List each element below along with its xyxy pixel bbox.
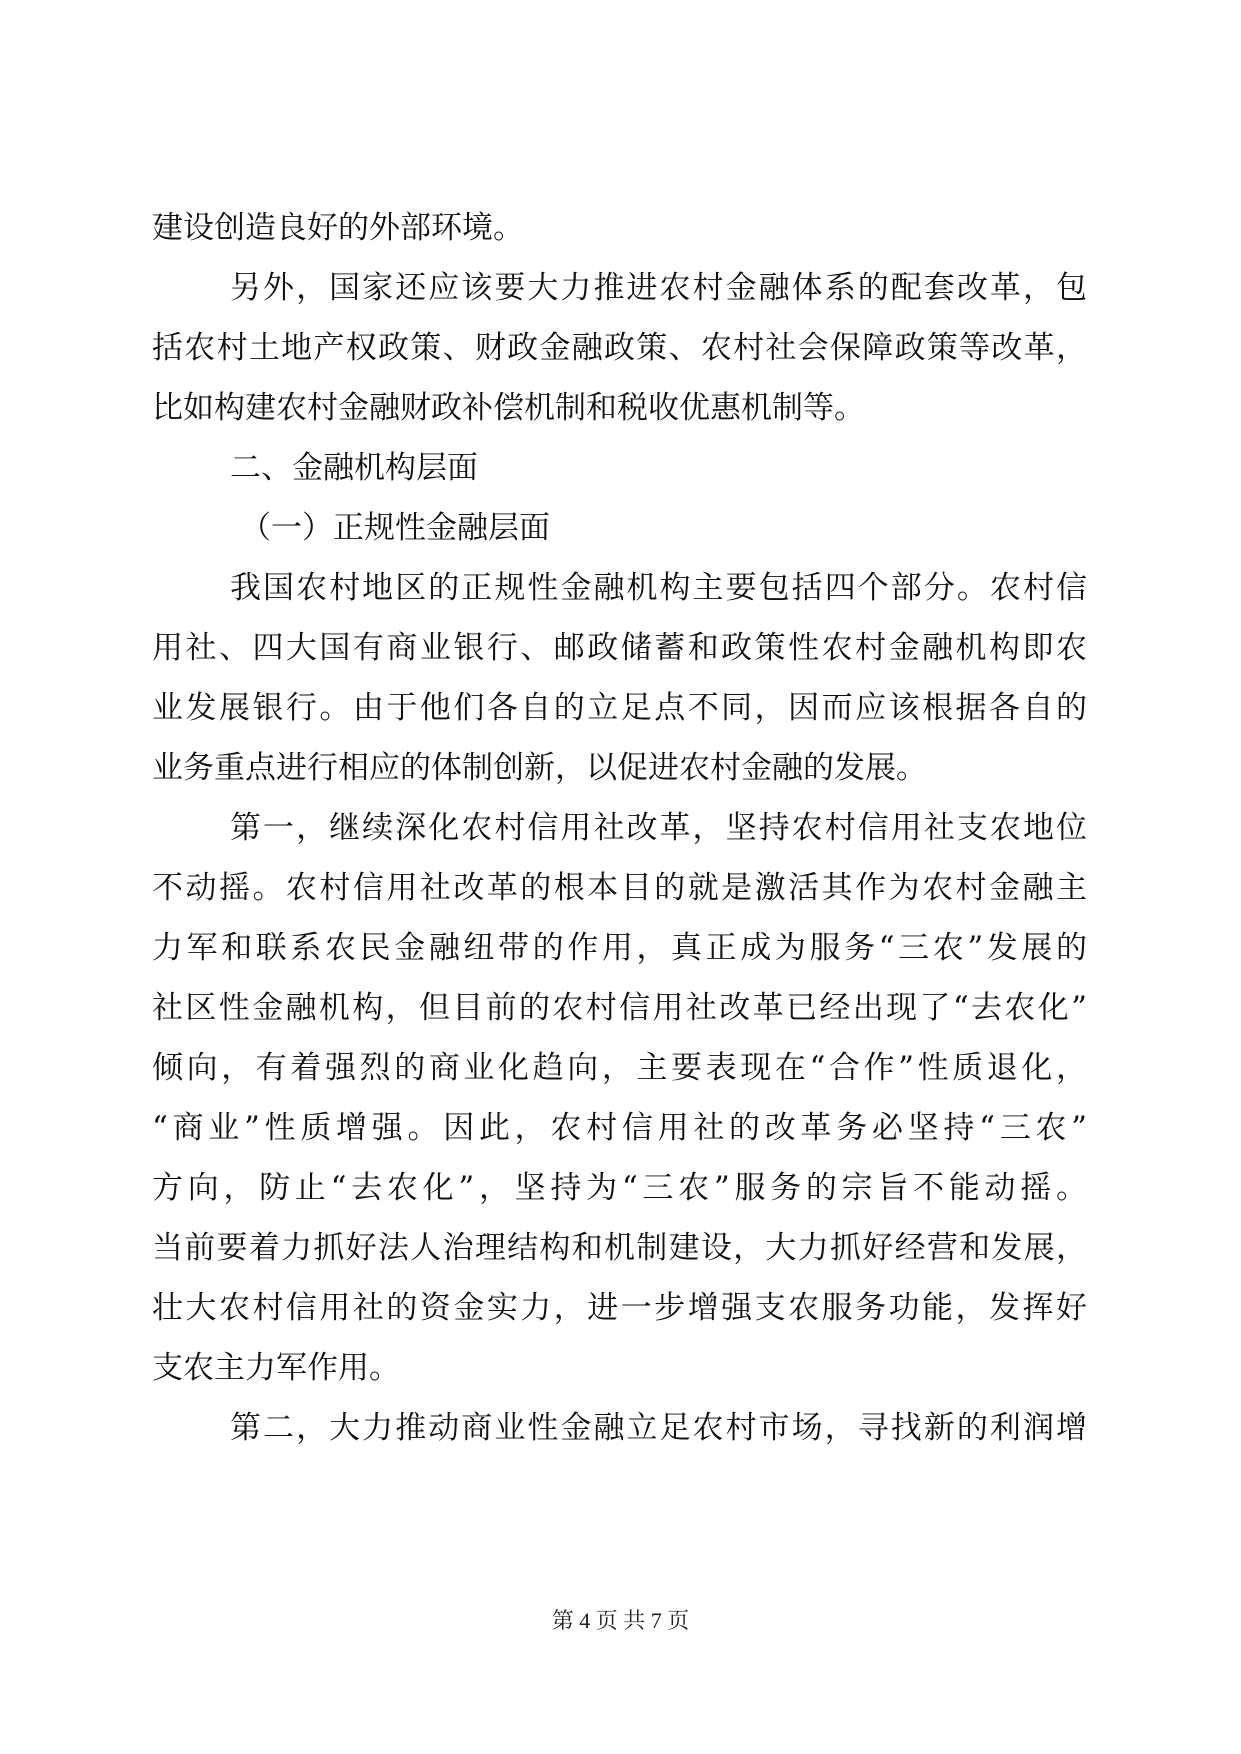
- text-line: 方向，防止“去农化”，坚持为“三农”服务的宗旨不能动摇。: [152, 1170, 1087, 1206]
- text-line: 力军和联系农民金融纽带的作用，真正成为服务“三农”发展的: [152, 930, 1087, 966]
- text-line: 第一，继续深化农村信用社改革，坚持农村信用社支农地位: [230, 810, 1087, 846]
- text-line: 倾向，有着强烈的商业化趋向，主要表现在“合作”性质退化，: [152, 1050, 1087, 1086]
- text-line: 壮大农村信用社的资金实力，进一步增强支农服务功能，发挥好: [152, 1290, 1087, 1326]
- text-line: 我国农村地区的正规性金融机构主要包括四个部分。农村信: [230, 570, 1087, 606]
- subsection-heading: （一）正规性金融层面: [240, 510, 550, 546]
- text-line: 用社、四大国有商业银行、邮政储蓄和政策性农村金融机构即农: [152, 630, 1087, 666]
- text-line: 社区性金融机构，但目前的农村信用社改革已经出现了“去农化”: [152, 990, 1087, 1026]
- document-body: [152, 198, 1087, 1458]
- text-line: 建设创造良好的外部环境。: [152, 210, 524, 246]
- text-line: 比如构建农村金融财政补偿机制和税收优惠机制等。: [152, 390, 865, 426]
- text-line: 业务重点进行相应的体制创新，以促进农村金融的发展。: [152, 750, 927, 786]
- page-number: 第 4 页 共 7 页: [551, 1608, 690, 1633]
- text-line: 第二，大力推动商业性金融立足农村市场，寻找新的利润增: [230, 1410, 1087, 1446]
- text-line: 业发展银行。由于他们各自的立足点不同，因而应该根据各自的: [152, 690, 1087, 726]
- text-line: 支农主力军作用。: [152, 1350, 400, 1386]
- text-line: 不动摇。农村信用社改革的根本目的就是激活其作为农村金融主: [152, 870, 1087, 906]
- section-heading: 二、金融机构层面: [230, 450, 478, 486]
- text-line: 括农村土地产权政策、财政金融政策、农村社会保障政策等改革，: [152, 330, 1087, 366]
- text-line: 当前要着力抓好法人治理结构和机制建设，大力抓好经营和发展，: [152, 1230, 1087, 1266]
- text-line: “商业”性质增强。因此，农村信用社的改革务必坚持“三农”: [152, 1110, 1087, 1146]
- text-line: 另外，国家还应该要大力推进农村金融体系的配套改革，包: [230, 270, 1087, 306]
